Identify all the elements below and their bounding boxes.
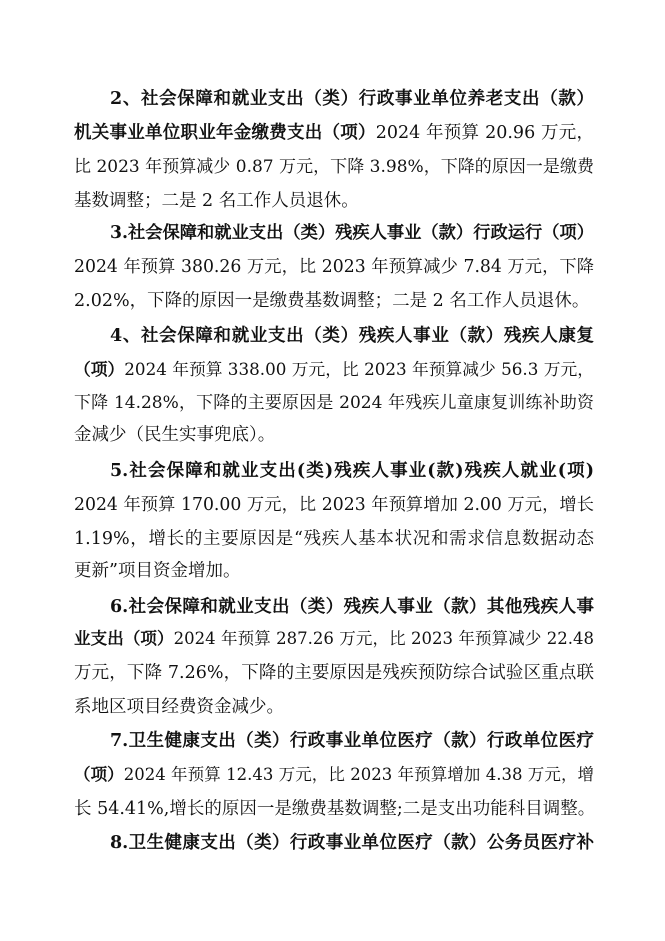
paragraph-4-line-4 <box>74 560 594 582</box>
paragraph-3-line-3 <box>74 392 594 414</box>
paragraph-5-line-1 <box>110 596 594 618</box>
bold-heading-text: 机关事业单位职业年金缴费支出（项） <box>74 123 376 143</box>
paragraph-4-line-2 <box>74 494 594 516</box>
body-text: 1.19%，增长的主要原因是“残疾人基本状况和需求信息数据动态 <box>74 529 594 549</box>
bold-heading-text: 2、社会保障和就业支出（类）行政事业单位养老支出（款） <box>110 89 594 109</box>
body-text: 2024 年预算 20.96 万元， <box>375 123 595 143</box>
paragraph-7-line-1 <box>110 832 594 854</box>
paragraph-5-line-4 <box>74 696 594 718</box>
bold-heading-text: 4、社会保障和就业支出（类）残疾人事业（款）残疾人康复 <box>110 326 594 346</box>
bold-heading-text: 5.社会保障和就业支出(类)残疾人事业(款)残疾人就业(项) <box>110 461 594 481</box>
paragraph-2-line-3 <box>74 290 594 312</box>
bold-heading-text: 8.卫生健康支出（类）行政事业单位医疗（款）公务员医疗补 <box>110 833 594 853</box>
body-text: 2024 年预算 12.43 万元，比 2023 年预算增加 4.38 万元，增 <box>123 765 595 784</box>
body-text: 金减少（民生实事兜底）。 <box>74 425 276 445</box>
paragraph-6-line-3 <box>74 798 594 820</box>
paragraph-4-line-1 <box>110 460 594 482</box>
body-text: 更新”项目资金增加。 <box>74 561 241 581</box>
paragraph-3-line-2 <box>74 358 594 380</box>
body-text: 下降 14.28%，下降的主要原因是 2024 年残疾儿童康复训练补助资 <box>74 393 594 413</box>
paragraph-1-line-1 <box>110 88 594 110</box>
bold-heading-text: （项） <box>74 359 125 379</box>
body-text: 2024 年预算 338.00 万元，比 2023 年预算减少 56.3 万元， <box>124 359 594 379</box>
bold-heading-text: 7.卫生健康支出（类）行政事业单位医疗（款）行政单位医疗 <box>110 731 594 751</box>
body-text: 比 2023 年预算减少 0.87 万元，下降 3.98%，下降的原因一是缴费 <box>74 157 594 177</box>
body-text: 基数调整；二是 2 名工作人员退休。 <box>74 191 359 211</box>
paragraph-1-line-2 <box>74 122 594 144</box>
paragraph-4-line-3 <box>74 528 594 550</box>
paragraph-6-line-1 <box>110 730 594 752</box>
body-text: 长 54.41%,增长的原因一是缴费基数调整;二是支出功能科目调整。 <box>74 799 596 819</box>
body-text: 万元，下降 7.26%，下降的主要原因是残疾预防综合试验区重点联 <box>74 663 594 683</box>
paragraph-1-line-4 <box>74 190 594 212</box>
paragraph-5-line-3 <box>74 662 594 684</box>
paragraph-5-line-2 <box>74 628 594 650</box>
body-text: 2024 年预算 380.26 万元，比 2023 年预算减少 7.84 万元，下降 <box>74 257 594 277</box>
body-text: 2024 年预算 170.00 万元，比 2023 年预算增加 2.00 万元，增长 <box>74 495 594 515</box>
paragraph-3-line-1 <box>110 325 594 347</box>
bold-heading-text: 业支出（项） <box>74 629 174 648</box>
paragraph-1-line-3 <box>74 156 594 178</box>
paragraph-2-line-1 <box>110 222 594 244</box>
bold-heading-text: 6.社会保障和就业支出（类）残疾人事业（款）其他残疾人事 <box>110 597 594 617</box>
body-text: 系地区项目经费资金减少。 <box>74 697 284 717</box>
body-text: 2.02%，下降的原因一是缴费基数调整；二是 2 名工作人员退休。 <box>74 291 590 311</box>
bold-heading-text: 3.社会保障和就业支出（类）残疾人事业（款）行政运行（项） <box>110 223 594 243</box>
paragraph-3-line-4 <box>74 424 594 446</box>
paragraph-2-line-2 <box>74 256 594 278</box>
body-text: 2024 年预算 287.26 万元，比 2023 年预算减少 22.48 <box>173 629 595 648</box>
bold-heading-text: （项） <box>74 765 124 784</box>
paragraph-6-line-2 <box>74 764 594 786</box>
